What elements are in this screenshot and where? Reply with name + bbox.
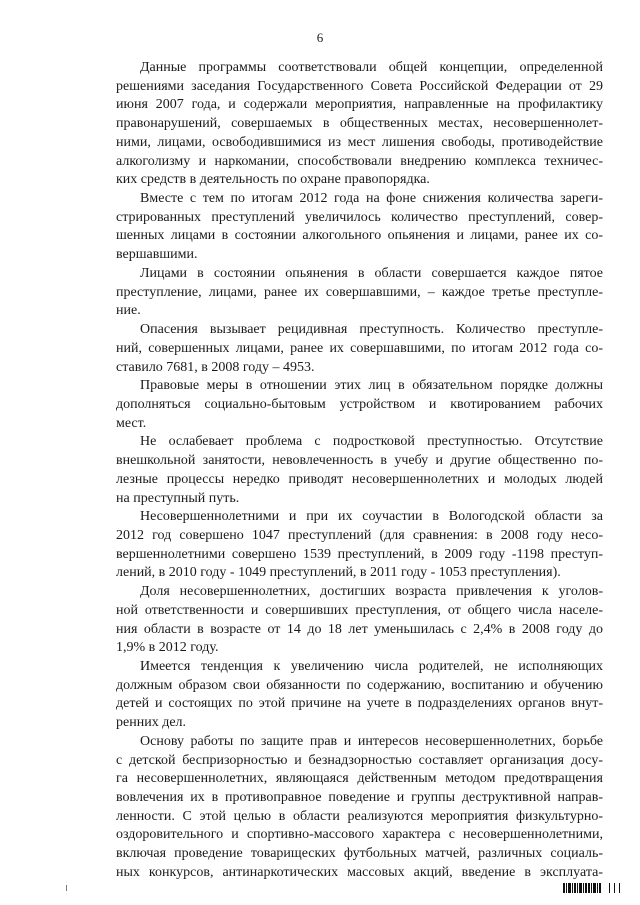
- text-line: Лицами в состоянии опьянения в области совершается каждое пятое: [140, 265, 603, 281]
- paragraph: [116, 321, 603, 377]
- text-line: мест.: [116, 415, 147, 431]
- paragraph: [116, 59, 603, 190]
- paragraph: [116, 265, 603, 321]
- paragraph: [116, 508, 603, 583]
- text-line: ния области в возрасте от 14 до 18 лет уменьшилась с 2,4% в 2008 году до: [116, 621, 603, 637]
- text-line: стрированных преступлений увеличилось количество преступлений, совер-: [116, 209, 603, 225]
- text-line: Не ослабевает проблема с подростковой преступностью. Отсутствие: [140, 434, 603, 450]
- text-line: детей и состоящих по этой причине на учете в подразделениях органов внут-: [116, 696, 603, 712]
- text-line: ной ответственности и совершивших преступления, от общего числа населе-: [116, 602, 603, 618]
- text-line: ний, совершенных лицами, ранее их совершавшими, по итогам 2012 года со-: [116, 340, 603, 356]
- text-line: вершавшими.: [116, 247, 198, 263]
- text-line: ними, лицами, освободившимися из мест лишения свободы, противодействие: [116, 134, 603, 150]
- text-line: на преступный путь.: [116, 490, 240, 506]
- paragraph: [116, 377, 603, 433]
- text-line: Данные программы соответствовали общей концепции, определенной: [140, 60, 603, 75]
- text-line: решениями заседания Государственного Совета Российской Федерации от 29: [116, 78, 603, 94]
- text-line: га несовершеннолетних, являющаяся действенным методом предотвращения: [116, 771, 603, 787]
- text-line: Вместе с тем по итогам 2012 года на фоне снижения количества зареги-: [140, 191, 603, 207]
- text-line: оздоровительного и спортивно-массового характера с несовершеннолетними,: [116, 827, 603, 843]
- paragraph: [116, 733, 603, 883]
- scan-corner-mark: [66, 885, 67, 891]
- text-line: Несовершеннолетними и при их соучастии в Вологодской области за: [140, 509, 603, 525]
- text-line: дополняться социально-бытовым устройством и квотированием рабочих: [116, 396, 603, 412]
- text-line: с детской беспризорностью и безнадзорностью составляет организация досу-: [116, 752, 603, 768]
- paragraph: [116, 658, 603, 733]
- paragraph: [116, 433, 603, 508]
- paragraph: [116, 190, 603, 265]
- page-number: 6: [316, 30, 324, 45]
- text-line: Опасения вызывает рецидивная преступность. Количество преступле-: [140, 322, 603, 338]
- text-line: Доля несовершеннолетних, достигших возраста привлечения к уголов-: [140, 584, 603, 600]
- text-line: лений, в 2010 году - 1049 преступлений, в 2011 году - 1053 преступления).: [116, 565, 561, 581]
- text-line: включая проведение товарищеских футбольных матчей, различных социаль-: [116, 846, 603, 862]
- scan-footer: [0, 883, 640, 895]
- text-line: ние.: [116, 303, 141, 319]
- text-line: Имеется тенденция к увеличению числа родителей, не исполняющих: [140, 659, 603, 674]
- text-line: должным образом свои обязанности по содержанию, воспитанию и обучению: [116, 677, 603, 693]
- document-body: [116, 59, 603, 883]
- scan-barcode-icon: [563, 883, 620, 893]
- text-line: 2012 год совершено 1047 преступлений (для сравнения: в 2008 году несо-: [116, 527, 603, 543]
- text-line: ставило 7681, в 2008 году – 4953.: [116, 359, 315, 375]
- text-line: ренних дел.: [116, 715, 187, 731]
- text-line: июня 2007 года, и содержали мероприятия, направленные на профилактику: [116, 97, 603, 113]
- text-line: вовлечения их в противоправное поведение и группы деструктивной направ-: [116, 790, 603, 806]
- text-line: 1,9% в 2012 году.: [116, 640, 219, 656]
- text-line: ленности. С этой целью в области реализуются мероприятия физкультурно-: [116, 808, 603, 824]
- text-line: преступление, лицами, ранее их совершавшими, – каждое третье преступле-: [116, 284, 603, 300]
- text-line: алкоголизму и наркомании, способствовали внедрению комплекса техничес-: [116, 153, 603, 169]
- text-line: шенных лицами в состоянии алкогольного опьянения и лицами, ранее их со-: [116, 228, 603, 244]
- paragraph: [116, 583, 603, 658]
- text-line: ких средств в деятельность по охране правопорядка.: [116, 172, 430, 188]
- text-line: Основу работы по защите прав и интересов несовершеннолетних, борьбе: [140, 733, 603, 749]
- text-line: вершеннолетними совершено 1539 преступлений, в 2009 году -1198 преступ-: [116, 546, 603, 562]
- text-line: правонарушений, совершаемых в общественных местах, несовершеннолет-: [116, 116, 603, 132]
- text-line: внешкольной занятости, невовлеченность в учебу и другие общественно по-: [116, 453, 603, 469]
- text-line: лезные процессы нередко приводят несовершеннолетних и молодых людей: [116, 471, 603, 487]
- text-line: ных конкурсов, антинаркотических массовых акций, введение в эксплуата-: [116, 864, 603, 880]
- text-line: Правовые меры в отношении этих лиц в обязательном порядке должны: [140, 378, 603, 394]
